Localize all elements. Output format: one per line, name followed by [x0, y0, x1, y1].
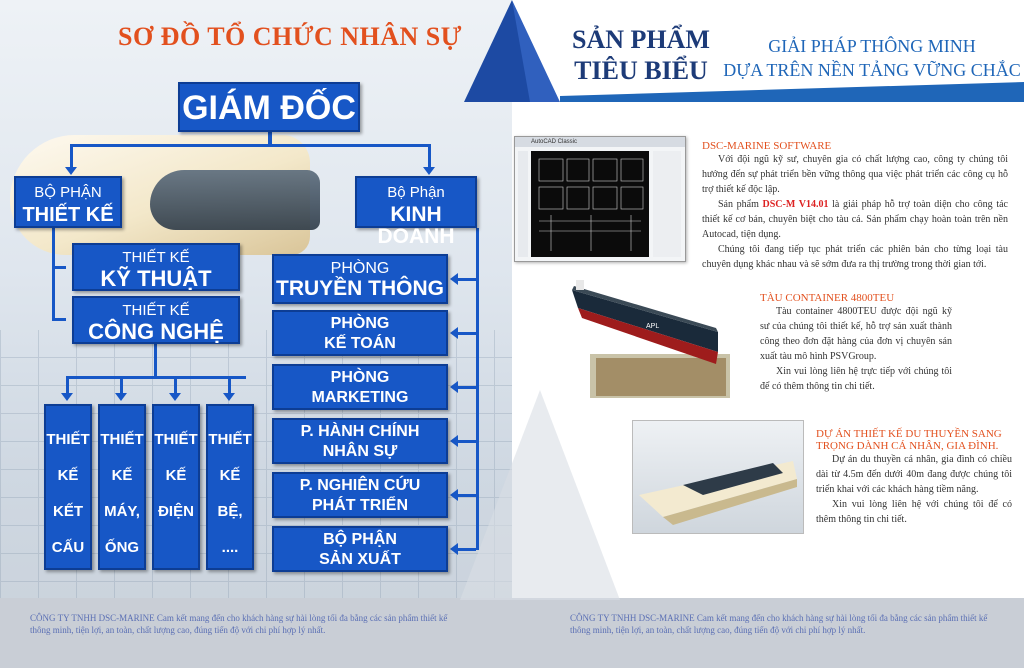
connector	[456, 440, 476, 443]
yacht-image	[632, 420, 804, 534]
connector	[456, 278, 476, 281]
arrow-down-icon	[423, 167, 435, 175]
unit-word: THIẾT	[208, 431, 252, 448]
connector	[66, 376, 246, 379]
technical-design-box	[72, 243, 240, 291]
arrow-left-icon	[450, 327, 458, 339]
products-title	[556, 24, 726, 86]
unit-word: KẾ	[57, 467, 79, 484]
arrow-down-icon	[65, 167, 77, 175]
connector	[66, 376, 69, 394]
software-paragraph: Chúng tôi đang tiếp tục phát triển các phiên bản cho từng loại tàu chuyên dụng khác nhau và sẽ sớm đưa ra thị trường trong thời gian tới.	[702, 244, 1008, 270]
org-chart-title: SƠ ĐỒ TỔ CHỨC NHÂN SỰ	[118, 22, 462, 51]
connector	[52, 318, 66, 321]
yacht-paragraph: Xin vui lòng liên hệ với chúng tôi để có thêm thông tin chi tiết.	[816, 499, 1012, 525]
box-line1: P. NGHIÊN CỨU	[299, 477, 421, 494]
toolbar-strip	[518, 151, 528, 257]
arrow-left-icon	[450, 489, 458, 501]
unit-word: MÁY,	[104, 503, 140, 520]
box-line2: SẢN XUẤT	[319, 551, 401, 568]
arrow-down-icon	[223, 393, 235, 401]
connector	[70, 144, 430, 147]
center-grey-triangle	[460, 390, 620, 600]
software-paragraph: Với đội ngũ kỹ sư, chuyên gia có chất lượng cao, công ty chúng tôi hướng đến sự phát triển bền vững thông qua việc phát triển các công cụ hỗ trợ thiết kế độc lập.	[702, 154, 1008, 195]
arrow-left-icon	[450, 543, 458, 555]
unit-word: KẾ	[165, 467, 187, 484]
connector	[120, 376, 123, 394]
arrow-left-icon	[450, 273, 458, 285]
title-line1: SẢN PHẨM	[572, 25, 710, 54]
connector	[174, 376, 177, 394]
yacht-heading: DỰ ÁN THIẾT KẾ DU THUYỀN SANG TRỌNG DÀNH CÁ NHÂN, GIA ĐÌNH.	[816, 428, 1002, 452]
connector	[70, 144, 73, 168]
connector	[228, 376, 231, 394]
foundation-design-box	[206, 404, 254, 570]
unit-word: CẤU	[51, 539, 85, 556]
structure-design-box	[44, 404, 92, 570]
container-ship-image	[568, 274, 734, 398]
box-line2: KẾ TOÁN	[324, 335, 396, 352]
connector	[476, 228, 479, 550]
box-line2: KỸ THUẬT	[100, 266, 212, 291]
unit-word: KẾT	[53, 503, 83, 520]
box-line1: PHÒNG	[330, 369, 390, 386]
room-marketing-box	[272, 364, 448, 410]
software-body	[702, 152, 1008, 272]
text-span: Sản phẩm	[718, 199, 763, 210]
box-line2: KINH DOANH	[377, 203, 455, 248]
title-line2: TIÊU BIỂU	[574, 56, 708, 85]
text-span: là giải pháp hỗ trợ toàn diện cho công tác thiết kế cơ bản, chuyên biệt cho tàu cá. Sản phẩm chạy hoàn toàn trên nền Autocad, tiện dụng.	[702, 199, 1008, 240]
cad-canvas	[531, 151, 649, 257]
connector	[428, 144, 431, 168]
connector	[456, 494, 476, 497]
arrow-left-icon	[450, 381, 458, 393]
connector	[456, 386, 476, 389]
box-line2: PHÁT TRIỂN	[312, 497, 408, 514]
software-paragraph	[702, 197, 1008, 242]
properties-panel	[653, 151, 681, 257]
box-line2: CÔNG NGHỆ	[88, 319, 224, 344]
unit-word: THIẾT	[154, 431, 198, 448]
box-line1: PHÒNG	[330, 315, 390, 332]
room-production-box	[272, 526, 448, 572]
ship-illustration	[568, 274, 734, 398]
unit-word: THIẾT	[46, 431, 90, 448]
electrical-design-box	[152, 404, 200, 570]
director-box: GIÁM ĐỐC	[178, 82, 360, 132]
unit-word: THIẾT	[100, 431, 144, 448]
connector	[456, 548, 476, 551]
container-paragraph: Xin vui lòng liên hệ trực tiếp với chúng tôi để có thêm thông tin chi tiết.	[760, 366, 952, 392]
box-line1: Bộ Phận	[387, 184, 445, 201]
slogan	[722, 34, 1022, 82]
sales-department-box	[355, 176, 477, 248]
software-heading: DSC-MARINE SOFTWARE	[702, 140, 832, 152]
box-line1: PHÒNG	[330, 260, 390, 277]
arrow-down-icon	[169, 393, 181, 401]
connector	[154, 344, 157, 376]
box-line2: NHÂN SỰ	[322, 443, 398, 460]
box-line2: TRUYỀN THÔNG	[276, 277, 444, 300]
container-paragraph: Tàu container 4800TEU được đội ngũ kỹ sư của chúng tôi thiết kế, hỗ trợ sản xuất thành công theo đơn đặt hàng của đơn vị chuyên sản xuất tàu mô hình PSVGroup.	[760, 306, 952, 362]
room-communications-box	[272, 254, 448, 304]
software-screenshot	[514, 136, 686, 262]
box-line2: THIẾT KẾ	[22, 204, 114, 226]
container-body	[760, 304, 952, 394]
machinery-design-box	[98, 404, 146, 570]
left-footer-text: CÔNG TY TNHH DSC-MARINE Cam kết mang đến cho khách hàng sự hài lòng tối đa bằng các sản phẩm thiết kế thông minh, tiện lợi, an toàn, chất lượng cao, đúng tiến độ với chi phí hợp lý nhất.	[30, 613, 448, 635]
software-section	[702, 140, 1008, 272]
slogan-line1: GIẢI PHÁP THÔNG MINH	[768, 36, 976, 56]
cad-drawing	[531, 151, 649, 257]
box-line1: BỘ PHẬN	[34, 184, 102, 201]
yacht-illustration	[633, 421, 803, 533]
box-line2: MARKETING	[311, 389, 409, 406]
right-footer-text: CÔNG TY TNHH DSC-MARINE Cam kết mang đến cho khách hàng sự hài lòng tối đa bằng các sản phẩm thiết kế thông minh, tiện lợi, an toàn, chất lượng cao, đúng tiến độ với chi phí hợp lý nhất.	[570, 613, 988, 635]
design-department-box	[14, 176, 122, 228]
yacht-body	[816, 452, 1012, 527]
room-rnd-box	[272, 472, 448, 518]
unit-word: KẾ	[219, 467, 241, 484]
room-accounting-box	[272, 310, 448, 356]
connector	[268, 132, 272, 144]
connector	[456, 332, 476, 335]
box-line1: BỘ PHẬN	[323, 531, 397, 548]
unit-word: ....	[221, 539, 239, 556]
box-line1: THIẾT KẾ	[122, 302, 190, 319]
container-heading: TÀU CONTAINER 4800TEU	[760, 292, 895, 304]
hull-text: APL	[646, 323, 660, 330]
unit-word: ỐNG	[104, 539, 140, 556]
slogan-line2: DỰA TRÊN NỀN TẢNG VỮNG CHẮC	[723, 60, 1021, 80]
unit-word: KẾ	[111, 467, 133, 484]
yacht-paragraph: Dự án du thuyền cá nhân, gia đình có chiều dài từ 4.5m đến dưới 40m đang được chúng tôi triển khai với các khách hàng tiềm năng.	[816, 454, 1012, 495]
arrow-left-icon	[450, 435, 458, 447]
connector	[52, 266, 66, 269]
technology-design-box	[72, 296, 240, 344]
arrow-down-icon	[115, 393, 127, 401]
yacht-section	[816, 428, 1012, 527]
arrow-down-icon	[61, 393, 73, 401]
container-section	[760, 292, 952, 394]
unit-word: ĐIỆN	[158, 503, 194, 520]
box-line1: P. HÀNH CHÍNH	[300, 423, 420, 440]
unit-word: BỆ,	[217, 503, 243, 520]
connector	[52, 228, 55, 320]
product-name-highlight: DSC-M V14.01	[762, 199, 829, 210]
box-line1: THIẾT KẾ	[122, 249, 190, 266]
room-hr-box	[272, 418, 448, 464]
window-title: AutoCAD Classic	[515, 137, 685, 147]
